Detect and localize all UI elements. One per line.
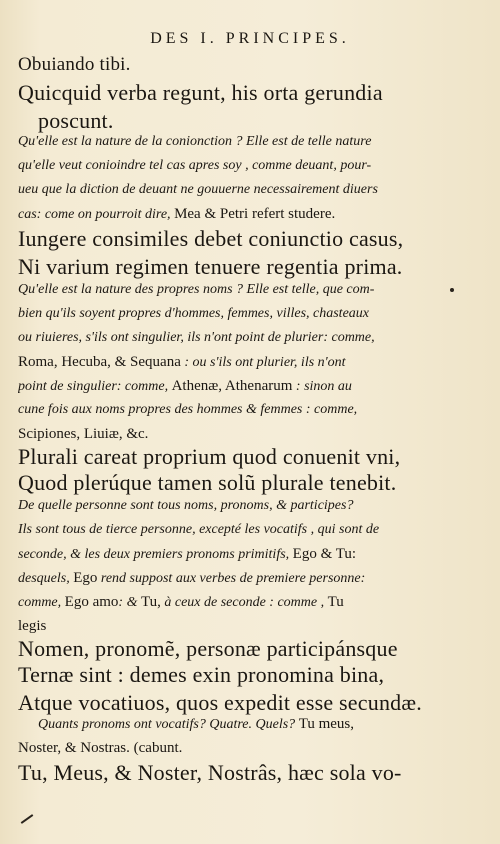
text-segment: cas: come on pourroit dire, xyxy=(18,207,175,222)
text-segment: ou riuieres, s'ils ont singulier, ils n'ont point de plurier: comme, xyxy=(18,330,375,345)
verse-line xyxy=(18,760,488,786)
running-header: DES I. PRINCIPES. xyxy=(150,30,350,47)
text-segment: Noster, & Nostras. (cabunt. xyxy=(18,740,183,756)
text-segment: Quicquid verba regunt, his orta gerundia xyxy=(18,80,383,105)
text-segment: Mea & Petri refert studere. xyxy=(174,206,336,222)
text-segment: Ternæ sint : demes exin pronomina bina, xyxy=(18,662,385,687)
verse-line xyxy=(18,226,488,252)
commentary-line xyxy=(18,498,488,514)
text-segment: bien qu'ils soyent propres d'hommes, femmes, villes, chasteaux xyxy=(18,306,369,321)
commentary-line xyxy=(18,740,488,757)
commentary-line xyxy=(18,594,488,611)
text-segment: seconde, & les deux premiers pronoms primitifs, xyxy=(18,547,293,562)
verse-line xyxy=(18,80,488,106)
commentary-line xyxy=(18,378,488,395)
commentary-line xyxy=(18,426,488,443)
text-segment: Athenæ, Athenarum xyxy=(171,378,293,394)
text-segment: : sinon au xyxy=(292,379,352,394)
text-segment: : & xyxy=(118,595,141,610)
commentary-line xyxy=(18,618,488,635)
text-segment: Obuiando tibi. xyxy=(18,54,131,75)
verse-line xyxy=(18,636,488,662)
text-segment: Ils sont tous de tierce personne, excepté les vocatifs , qui sont de xyxy=(18,522,380,537)
pen-mark xyxy=(21,814,34,824)
text-segment: Tu xyxy=(327,594,344,610)
commentary-line xyxy=(18,330,488,346)
text-segment: Ego xyxy=(73,570,98,586)
text-segment: Ego & Tu: xyxy=(292,546,357,562)
text-segment: Plurali careat proprium quod conuenit vni, xyxy=(18,444,401,469)
text-segment: Quants pronoms ont vocatifs? Quatre. Quels? xyxy=(38,717,299,732)
text-segment: poscunt. xyxy=(38,108,114,133)
text-segment: Atque vocatiuos, quos expedit esse secundæ. xyxy=(18,690,422,715)
text-segment: Scipiones, Liuiæ, &c. xyxy=(18,426,149,442)
text-segment: Qu'elle est la nature des propres noms ? Elle est telle, que com- xyxy=(18,282,375,297)
text-segment: Nomen, pronomẽ, personæ participánsque xyxy=(18,636,398,661)
commentary-line xyxy=(18,522,488,538)
commentary-line xyxy=(38,716,500,733)
verse-line xyxy=(18,662,488,688)
text-segment: Tu meus, xyxy=(298,716,354,732)
text-segment: Ni varium regimen tenuere regentia prima. xyxy=(18,254,403,279)
ink-dot xyxy=(450,288,454,292)
text-segment: Tu, Meus, & Noster, Nostrâs, hæc sola vo- xyxy=(18,760,402,785)
text-segment: : ou s'ils ont plurier, ils n'ont xyxy=(180,355,346,370)
commentary-line xyxy=(18,546,488,563)
text-segment: cune fois aux noms propres des hommes & femmes : comme, xyxy=(18,402,358,417)
text-segment: Tu, xyxy=(140,594,161,610)
commentary-line xyxy=(18,182,488,198)
verse-line xyxy=(18,444,488,470)
verse-line xyxy=(18,54,488,76)
commentary-line xyxy=(18,354,488,371)
verse-line xyxy=(18,470,488,496)
commentary-line xyxy=(18,158,488,174)
commentary-line xyxy=(18,570,488,587)
text-segment: qu'elle veut conioindre tel cas apres soy , comme deuant, pour- xyxy=(18,158,372,173)
text-segment: comme, xyxy=(18,595,65,610)
commentary-line xyxy=(18,134,488,150)
text-segment: Qu'elle est la nature de la conionction ? Elle est de telle nature xyxy=(18,134,372,149)
commentary-line xyxy=(18,402,488,418)
verse-line xyxy=(38,108,500,134)
text-segment: point de singulier: comme, xyxy=(18,379,172,394)
text-segment: Quod plerúque tamen solũ plurale tenebit. xyxy=(18,470,397,495)
text-segment: De quelle personne sont tous noms, pronoms, & participes? xyxy=(18,498,354,513)
verse-line xyxy=(18,254,488,280)
text-segment: à ceux de seconde : comme , xyxy=(160,595,328,610)
verse-line xyxy=(18,690,488,716)
text-segment: Iungere consimiles debet coniunctio casus, xyxy=(18,226,404,251)
commentary-line xyxy=(18,306,488,322)
commentary-line xyxy=(18,282,488,298)
text-segment: legis xyxy=(18,618,47,634)
text-segment: rend suppost aux verbes de premiere personne: xyxy=(97,571,366,586)
text-segment: Ego amo xyxy=(64,594,119,610)
text-segment: desquels, xyxy=(18,571,74,586)
text-segment: Roma, Hecuba, & Sequana xyxy=(18,354,181,370)
commentary-line xyxy=(18,206,488,223)
text-segment: ueu que la diction de deuant ne gouuerne necessairement diuers xyxy=(18,182,378,197)
